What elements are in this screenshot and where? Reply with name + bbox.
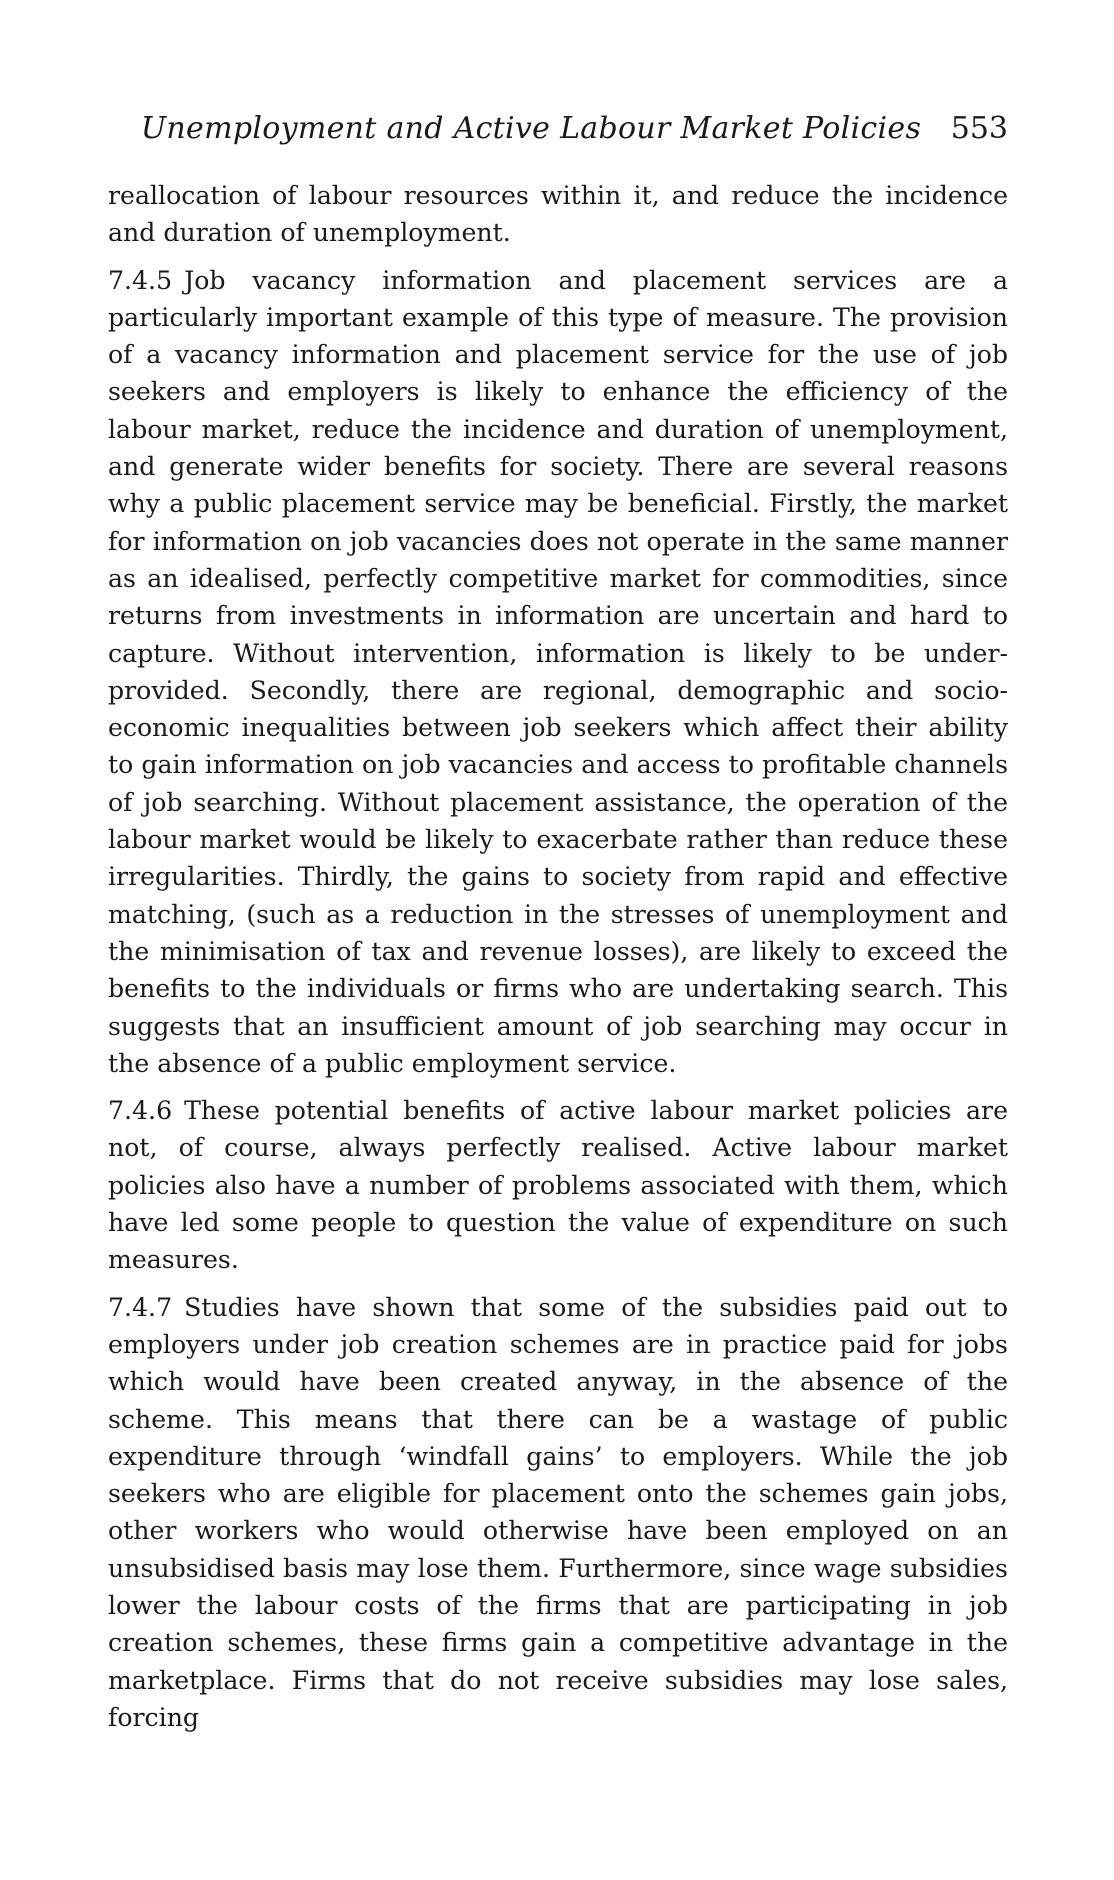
paragraph-number: 7.4.6: [108, 1096, 173, 1126]
paragraph-number: 7.4.5: [108, 265, 173, 295]
paragraph-text: These potential benefits of active labour market policies are not, of course, always perfectly realised. Active labour market policies also have a number of problems associated with them, which have led some people to question the value of expenditure on such measures.: [108, 1096, 1008, 1275]
paragraph-text: reallocation of labour resources within it, and reduce the incidence and duration of unemployment.: [108, 181, 1008, 248]
running-title: Unemployment and Active Labour Market Policies: [140, 111, 922, 146]
paragraph-text: Studies have shown that some of the subsidies paid out to employers under job creation schemes are in practice paid for jobs which would have been created anyway, in the absence of the scheme. This means that there can be a wastage of public expenditure through ‘windfall gains’ to employers. While the job seekers who are eligible for placement onto the schemes gain jobs, other workers who would otherwise have been employed on an unsubsidised basis may lose them. Furthermore, since wage subsidies lower the labour costs of the firms that are participating in job creation schemes, these firms gain a competitive advantage in the marketplace. Firms that do not receive subsidies may lose sales, forcing: [108, 1292, 1008, 1732]
paragraph-7-4-5: [108, 262, 1008, 1083]
paragraph-continuation: [108, 177, 1008, 252]
paragraph-7-4-7: [108, 1289, 1008, 1737]
paragraph-7-4-6: [108, 1092, 1008, 1278]
body-text: [108, 177, 1008, 1736]
paragraph-number: 7.4.7: [108, 1292, 173, 1322]
page-number: 553: [950, 111, 1008, 146]
paragraph-text: Job vacancy information and placement services are a particularly important example of this type of measure. The provision of a vacancy information and placement service for the use of job seekers and employers is likely to enhance the efficiency of the labour market, reduce the incidence and duration of unemployment, and generate wider benefits for society. There are several reasons why a public placement service may be beneficial. Firstly, the market for information on job vacancies does not operate in the same manner as an idealised, perfectly competitive market for commodities, since returns from investments in information are uncertain and hard to capture. Without intervention, information is likely to be under-provided. Secondly, there are regional, demographic and socio-economic inequalities between job seekers which affect their ability to gain information on job vacancies and access to profitable channels of job searching. Without placement assistance, the operation of the labour market would be likely to exacerbate rather than reduce these irregularities. Thirdly, the gains to society from rapid and effective matching, (such as a reduction in the stresses of unemployment and the minimisation of tax and revenue losses), are likely to exceed the benefits to the individuals or firms who are undertaking search. This suggests that an insufficient amount of job searching may occur in the absence of a public employment service.: [108, 265, 1008, 1078]
running-header: [108, 111, 1008, 146]
